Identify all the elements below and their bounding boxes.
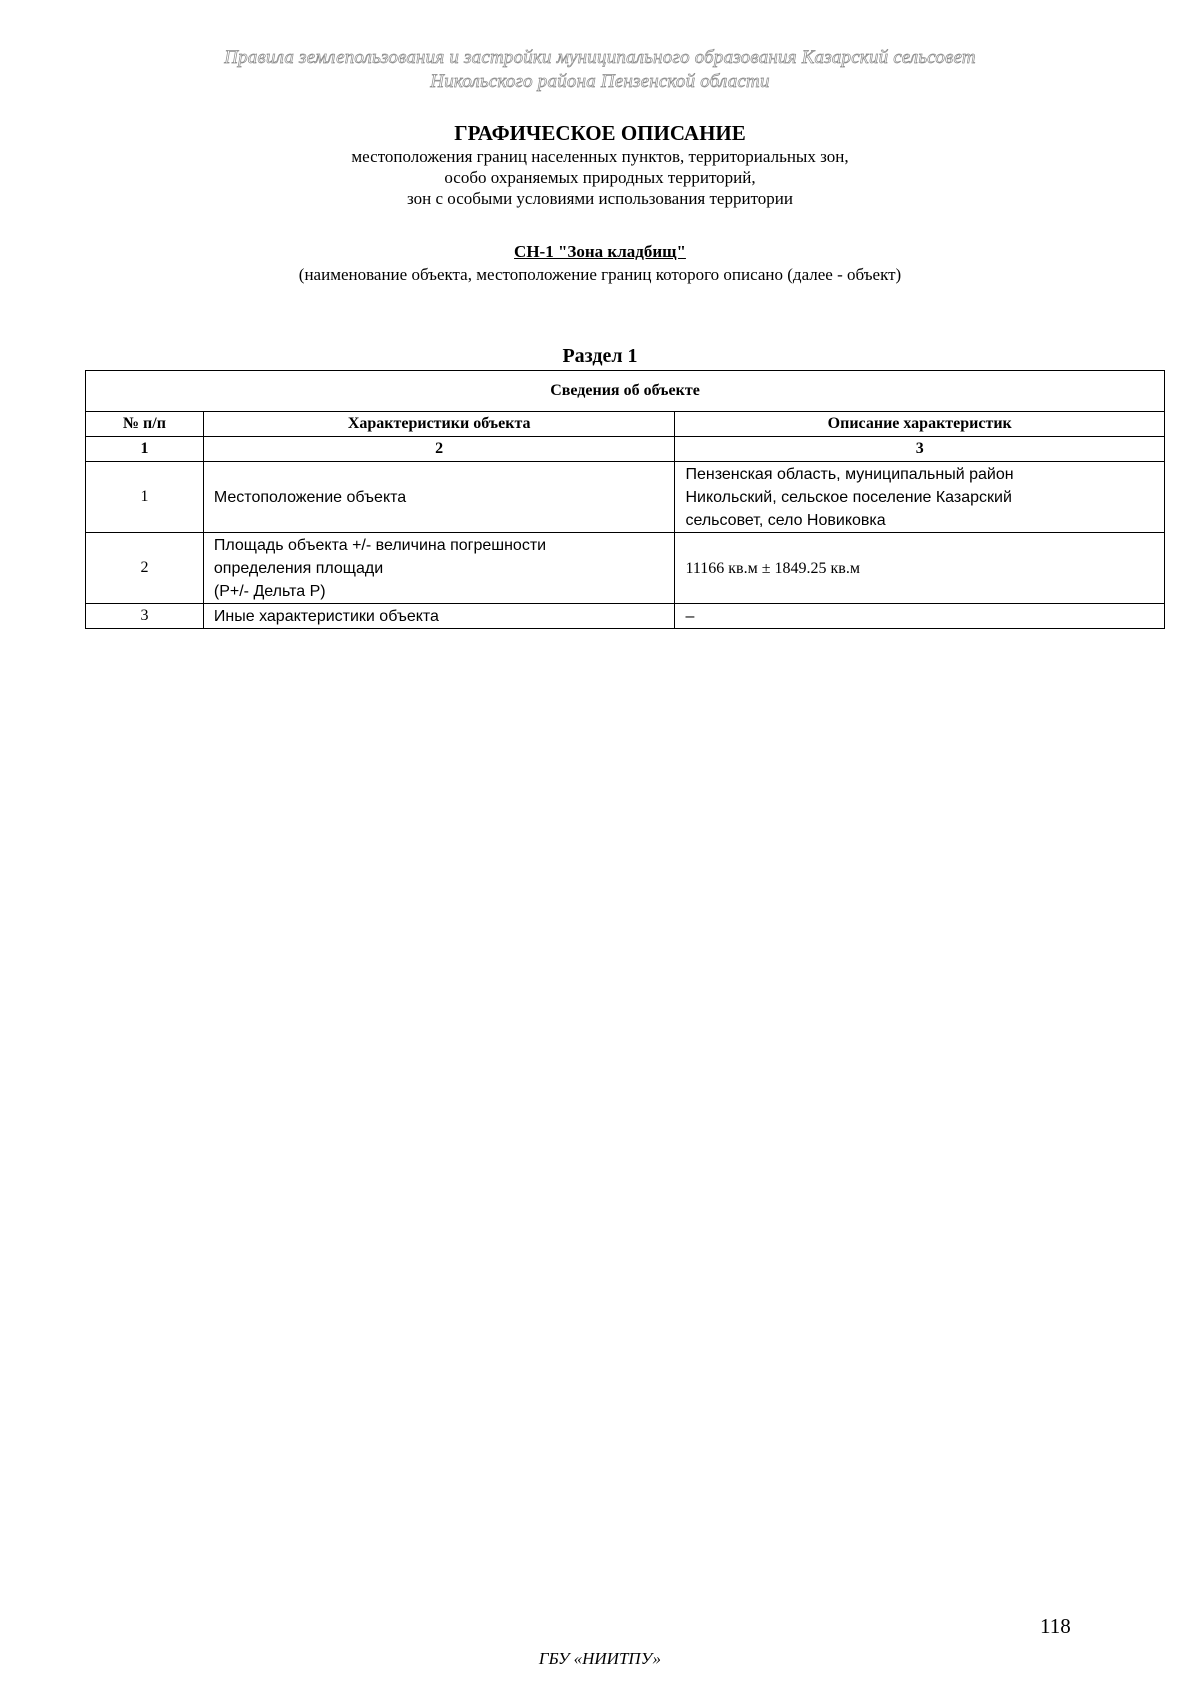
row-characteristic	[203, 604, 675, 629]
row-number: 2	[86, 533, 204, 604]
table-header-row	[86, 412, 1165, 437]
table-row	[86, 604, 1165, 629]
row-characteristic-line: Иные характеристики объекта	[213, 607, 439, 625]
row-description	[675, 462, 1165, 533]
object-info-table	[85, 370, 1165, 629]
running-header-line-2: Никольского района Пензенской области	[430, 71, 770, 92]
row-description-line: Никольский, сельское поселение Казарский	[685, 488, 1012, 506]
footer-organization: ГБУ «НИИТПУ»	[538, 1649, 662, 1668]
column-number: 3	[675, 437, 1165, 462]
section-title: Раздел 1	[562, 345, 638, 367]
column-number-row	[86, 437, 1165, 462]
row-characteristic-line: определения площади	[213, 559, 384, 577]
row-description-line: Пензенская область, муниципальный район	[685, 465, 1014, 483]
header-characteristic: Характеристики объекта	[203, 412, 675, 437]
document-subtitle-line-1: местоположения границ населенных пунктов, территориальных зон,	[351, 147, 849, 166]
column-number: 2	[203, 437, 675, 462]
running-header	[0, 46, 1200, 94]
title-block	[0, 120, 1200, 209]
row-description	[675, 533, 1165, 604]
header-number: № п/п	[86, 412, 204, 437]
column-number: 1	[86, 437, 204, 462]
object-name-caption: (наименование объекта, местоположение границ которого описано (далее - объект)	[298, 265, 902, 284]
row-description-line: 11166 кв.м ± 1849.25 кв.м	[685, 559, 860, 577]
row-characteristic-line: Площадь объекта +/- величина погрешности	[213, 536, 547, 554]
running-header-line-1: Правила землепользования и застройки муниципального образования Казарский сельсовет	[224, 47, 976, 68]
object-name: СН-1 "Зона кладбищ"	[514, 242, 686, 261]
row-description-line: –	[685, 607, 695, 625]
row-description	[675, 604, 1165, 629]
row-characteristic	[203, 533, 675, 604]
document-title: ГРАФИЧЕСКОЕ ОПИСАНИЕ	[454, 121, 746, 145]
document-subtitle-line-2: особо охраняемых природных территорий,	[444, 168, 756, 187]
row-number: 1	[86, 462, 204, 533]
row-characteristic	[203, 462, 675, 533]
table-caption: Сведения об объекте	[86, 371, 1165, 412]
row-description-line: сельсовет, село Новиковка	[685, 511, 886, 529]
header-description: Описание характеристик	[675, 412, 1165, 437]
table-caption-row	[86, 371, 1165, 412]
row-characteristic-line: (Р+/- Дельта Р)	[213, 582, 326, 600]
page-number: 118	[1040, 1614, 1071, 1638]
table-row	[86, 533, 1165, 604]
row-characteristic-line: Местоположение объекта	[213, 488, 407, 506]
row-number: 3	[86, 604, 204, 629]
document-subtitle-line-3: зон с особыми условиями использования территории	[407, 189, 793, 208]
table-row	[86, 462, 1165, 533]
